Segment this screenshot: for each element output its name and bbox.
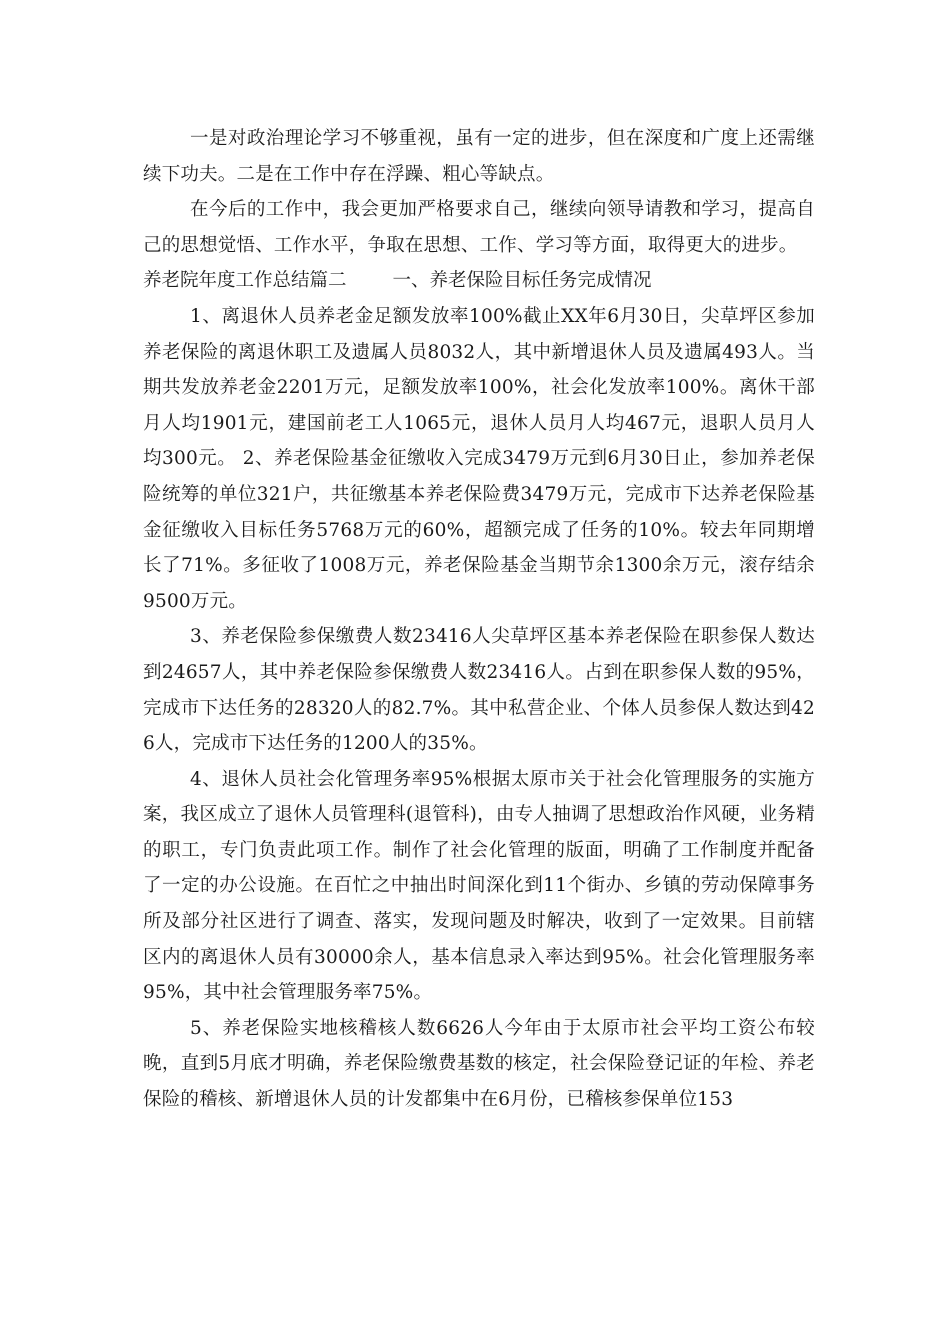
paragraph-item-4: 4、退休人员社会化管理务率95%根据太原市关于社会化管理服务的实施方案，我区成立了退休人员管理科(退管科)，由专人抽调了思想政治作风硬，业务精的职工，专门负责此项工作。制作了社会化管理的版面，明确了工作制度并配备了一定的办公设施。在百忙之中抽出时间深化到11个街办、乡镇的劳动保障事务所及部分社区进行了调查、落实，发现问题及时解决，收到了一定效果。目前辖区内的离退休人员有30000余人，基本信息录入率达到95%。社会化管理服务率95%，其中社会管理服务率75%。 <box>143 768 815 1004</box>
paragraph-item-5: 5、养老保险实地核稽核人数6626人今年由于太原市社会平均工资公布较晚，直到5月底才明确，养老保险缴费基数的核定，社会保险登记证的年检、养老保险的稽核、新增退休人员的计发都集中在6月份，已稽核参保单位153 <box>143 1017 815 1111</box>
section-title: 养老院年度工作总结篇二 <box>143 270 347 292</box>
subsection-title: 一、养老保险目标任务完成情况 <box>392 270 652 292</box>
paragraph-item-1-2: 1、离退休人员养老金足额发放率100%截止XX年6月30日，尖草坪区参加养老保险的离退休职工及遗属人员8032人，其中新增退休人员及遗属493人。当期共发放养老金2201万元，足额发放率100%，社会化发放率100%。离休干部月人均1901元，建国前老工人1065元，退休人员月人均467元，退职人员月人均300元。 2、养老保险基金征缴收入完成3479万元到6月30日止，参加养老保险统筹的单位321户，共征缴基本养老保险费3479万元，完成市下达养老保险基金征缴收入目标任务5768万元的60%，超额完成了任务的10%。较去年同期增长了71%。多征收了1008万元，养老保险基金当期节余1300余万元，滚存结余9500万元。 <box>143 305 815 612</box>
document-body <box>143 121 815 1118</box>
section-heading <box>143 263 815 299</box>
paragraph-future-plans: 在今后的工作中，我会更加严格要求自己，继续向领导请教和学习，提高自己的思想觉悟、工作水平，争取在思想、工作、学习等方面，取得更大的进步。 <box>143 199 815 256</box>
paragraph-shortcomings: 一是对政治理论学习不够重视，虽有一定的进步，但在深度和广度上还需继续下功夫。二是在工作中存在浮躁、粗心等缺点。 <box>143 128 815 185</box>
paragraph-item-3: 3、养老保险参保缴费人数23416人尖草坪区基本养老保险在职参保人数达到24657人，其中养老保险参保缴费人数23416人。占到在职参保人数的95%，完成市下达任务的28320人的82.7%。其中私营企业、个体人员参保人数达到426人，完成市下达任务的1200人的35%。 <box>143 626 815 755</box>
